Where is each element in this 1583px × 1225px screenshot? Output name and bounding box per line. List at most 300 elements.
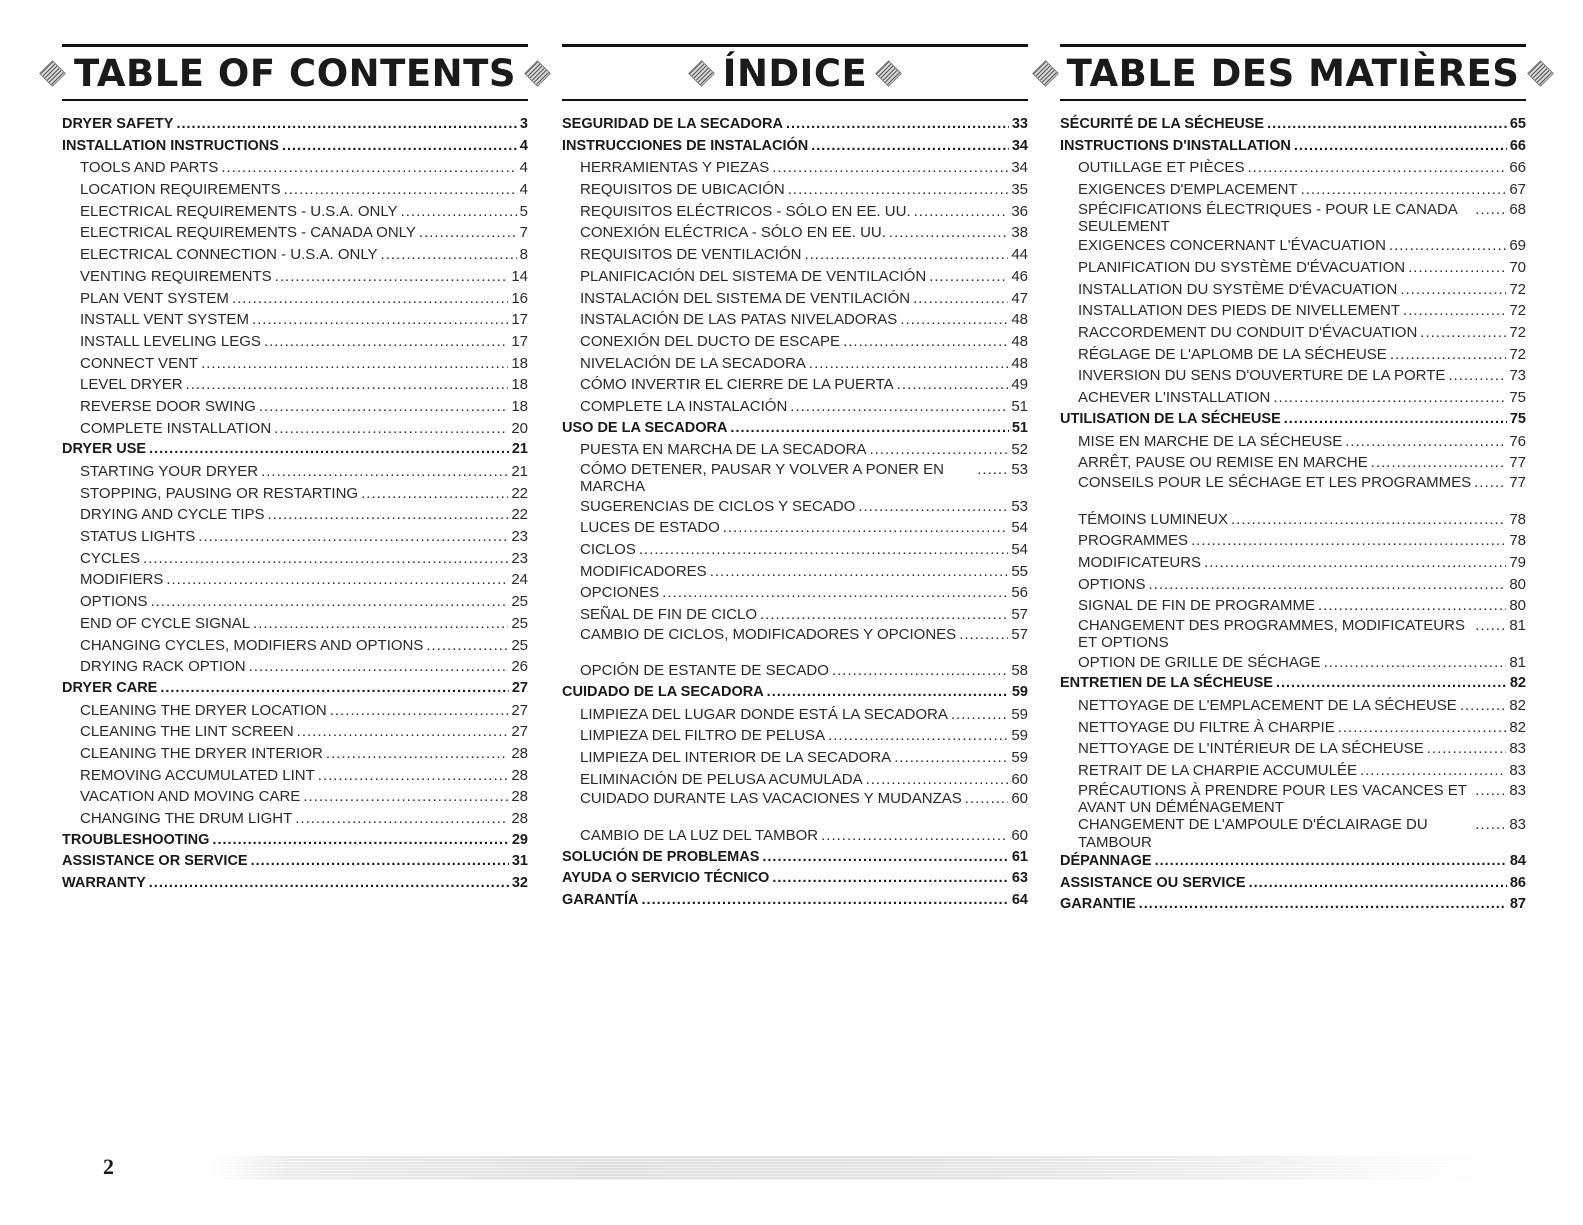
toc-entry (62, 179, 528, 201)
entry-page: 49 (1011, 376, 1028, 394)
entry-page: 55 (1011, 562, 1028, 580)
toc-section (1060, 114, 1526, 136)
diamond-icon (688, 60, 715, 87)
toc-entry (562, 179, 1028, 201)
entry-label: CONSEILS POUR LE SÉCHAGE ET LES PROGRAMMES (1078, 473, 1472, 491)
dot-leader (760, 604, 1008, 626)
dot-leader (1294, 136, 1507, 158)
toc-section (1060, 136, 1526, 158)
entry-page: 82 (1509, 675, 1526, 692)
entry-label: COMPLETE INSTALLATION (80, 419, 272, 437)
toc-entry (1060, 738, 1526, 760)
entry-label: PLANIFICACIÓN DEL SISTEMA DE VENTILACIÓN (580, 267, 927, 285)
entry-page: 69 (1509, 237, 1526, 255)
entry-label: MODIFICADORES (580, 562, 707, 580)
toc-entry (562, 825, 1028, 847)
toc-entry (62, 635, 528, 657)
entry-page: 44 (1011, 246, 1028, 264)
entry-label: STOPPING, PAUSING OR RESTARTING (80, 484, 359, 502)
toc-entry (562, 582, 1028, 604)
entry-page: 59 (1011, 684, 1028, 700)
toc-entry (562, 461, 1028, 496)
dot-leader (1191, 530, 1506, 552)
toc-section (62, 873, 528, 895)
dot-leader (249, 656, 509, 678)
dot-leader (212, 830, 508, 852)
entry-page: 28 (511, 788, 528, 806)
dot-leader (1139, 894, 1507, 916)
entry-page: 53 (1011, 497, 1028, 515)
dot-leader (318, 765, 509, 787)
toc-entry (562, 374, 1028, 396)
toc-entry (1060, 530, 1526, 552)
toc-entry (1060, 452, 1526, 474)
entry-label: CAMBIO DE CICLOS, MODIFICADORES Y OPCIONES (580, 625, 957, 643)
entry-label: VACATION AND MOVING CARE (80, 788, 301, 806)
entry-label: ARRÊT, PAUSE OU REMISE EN MARCHE (1078, 454, 1368, 472)
toc-entry (562, 288, 1028, 310)
toc-section (562, 890, 1028, 912)
entry-label: STARTING YOUR DRYER (80, 463, 259, 480)
entry-page: 17 (511, 332, 528, 350)
dot-leader (401, 201, 517, 223)
entry-label: NETTOYAGE DE L'INTÉRIEUR DE LA SÉCHEUSE (1078, 740, 1424, 758)
entry-label: ASSISTANCE OR SERVICE (62, 853, 248, 870)
dot-leader (295, 808, 508, 830)
dot-leader (965, 790, 1009, 807)
entry-page: 48 (1011, 311, 1028, 329)
entry-label: REQUISITOS DE UBICACIÓN (580, 181, 785, 199)
dot-leader (1400, 279, 1506, 301)
toc-entry (562, 396, 1028, 418)
dot-leader (858, 496, 1008, 518)
entry-page: 24 (511, 571, 528, 589)
entry-label: OPTION DE GRILLE DE SÉCHAGE (1078, 653, 1321, 671)
dot-leader (201, 353, 508, 375)
dot-leader (186, 374, 509, 396)
entry-label: LEVEL DRYER (80, 376, 183, 394)
entry-label: CUIDADO DE LA SECADORA (562, 684, 764, 700)
toc-section (62, 114, 528, 136)
entry-page: 17 (511, 311, 528, 329)
entry-page: 75 (1509, 389, 1526, 407)
dot-leader (959, 626, 1008, 643)
entry-label: SEÑAL DE FIN DE CICLO (580, 606, 757, 624)
toc-entry (62, 700, 528, 722)
entry-page: 32 (511, 875, 528, 892)
entry-label: LIMPIEZA DEL INTERIOR DE LA SECADORA (580, 749, 892, 767)
toc-entry (1060, 782, 1526, 817)
toc-entry (1060, 431, 1526, 453)
dot-leader (1149, 574, 1507, 596)
dot-leader (426, 635, 508, 657)
diamond-icon (1527, 60, 1554, 87)
entry-label: REQUISITOS ELÉCTRICOS - SÓLO EN EE. UU. (580, 202, 911, 220)
dot-leader (1389, 235, 1506, 257)
entry-page: 75 (1509, 410, 1526, 427)
dot-leader (361, 483, 508, 505)
entry-page: 79 (1509, 553, 1526, 571)
entry-label: CONNECT VENT (80, 354, 199, 372)
dot-leader (274, 418, 508, 440)
entry-label: CHANGING CYCLES, MODIFIERS AND OPTIONS (80, 636, 424, 654)
toc-entry (562, 790, 1028, 825)
entry-page: 76 (1509, 432, 1526, 450)
toc-entry (62, 743, 528, 765)
toc-entry (562, 331, 1028, 353)
entry-page: 23 (511, 528, 528, 546)
entry-label: REVERSE DOOR SWING (80, 397, 256, 415)
entry-page: 81 (1509, 653, 1526, 671)
entry-label: CHANGEMENT DES PROGRAMMES, MODIFICATEURS ET OPTIONS (1078, 616, 1465, 652)
entry-page: 35 (1011, 181, 1028, 199)
entry-page: 54 (1011, 519, 1028, 537)
entry-page: 38 (1011, 224, 1028, 242)
dot-leader (198, 526, 508, 548)
entry-page: 18 (511, 354, 528, 372)
entry-label: CICLOS (580, 540, 636, 558)
entry-label: NETTOYAGE DE L'EMPLACEMENT DE LA SÉCHEUSE (1078, 696, 1457, 714)
dot-leader (221, 157, 516, 179)
entry-label: CUIDADO DURANTE LAS VACACIONES Y MUDANZAS (580, 790, 962, 808)
entry-label: INSTALACIÓN DE LAS PATAS NIVELADORAS (580, 311, 898, 329)
entry-page: 83 (1509, 781, 1526, 799)
toc-entry (562, 660, 1028, 682)
entry-label: OPCIONES (580, 584, 660, 602)
toc-entry (562, 626, 1028, 661)
column-english (62, 44, 528, 895)
entry-label: CYCLES (80, 549, 141, 567)
toc-entry (562, 496, 1028, 518)
entry-page: 27 (511, 701, 528, 719)
entry-page: 81 (1509, 616, 1526, 634)
toc-section (562, 136, 1028, 158)
toc-entry (562, 769, 1028, 791)
dot-leader (1371, 452, 1507, 474)
diamond-icon (1032, 60, 1059, 87)
entry-page: 82 (1509, 718, 1526, 736)
page-number: 2 (103, 1154, 114, 1179)
toc-section (562, 868, 1028, 890)
toc-entry (62, 613, 528, 635)
dot-leader (1155, 851, 1507, 873)
dot-leader (1267, 114, 1507, 136)
dot-leader (284, 179, 517, 201)
dot-leader (1301, 179, 1507, 201)
toc-entry (62, 504, 528, 526)
dot-leader (261, 461, 508, 483)
entry-page: 22 (511, 484, 528, 502)
entry-page: 80 (1509, 597, 1526, 615)
toc-entry (562, 517, 1028, 539)
entry-page: 83 (1509, 816, 1526, 834)
entry-label: ACHEVER L'INSTALLATION (1078, 389, 1271, 407)
dot-leader (1276, 673, 1507, 695)
entry-label: ELECTRICAL REQUIREMENTS - U.S.A. ONLY (80, 202, 398, 220)
entry-label: EXIGENCES D'EMPLACEMENT (1078, 181, 1298, 199)
toc-entry (562, 725, 1028, 747)
entry-label: ASSISTANCE OU SERVICE (1060, 874, 1246, 891)
header-rule (62, 99, 528, 101)
dot-leader (788, 179, 1009, 201)
toc-entry (562, 439, 1028, 461)
entry-label: MODIFICATEURS (1078, 553, 1202, 571)
toc-section (1060, 851, 1526, 873)
toc-entry (1060, 257, 1526, 279)
dot-leader (869, 439, 1008, 461)
entry-label: CÓMO INVERTIR EL CIERRE DE LA PUERTA (580, 376, 894, 394)
toc-entry (1060, 344, 1526, 366)
entry-label: DRYING RACK OPTION (80, 658, 246, 676)
dot-leader (828, 725, 1008, 747)
dot-leader (160, 678, 509, 700)
dot-leader (1390, 344, 1507, 366)
diamond-icon (39, 60, 66, 87)
entry-page: 86 (1509, 874, 1526, 891)
toc-entry (562, 309, 1028, 331)
header-rule (562, 99, 1028, 101)
toc-entry (62, 569, 528, 591)
dot-leader (889, 222, 1008, 244)
entry-page: 21 (511, 463, 528, 480)
entry-page: 26 (511, 658, 528, 676)
dot-leader (809, 353, 1008, 375)
entry-label: USO DE LA SECADORA (562, 419, 728, 436)
dot-leader (914, 201, 1009, 223)
toc-section (62, 136, 528, 158)
entry-page: 25 (511, 593, 528, 611)
entry-label: DRYER SAFETY (62, 116, 174, 132)
entry-label: HERRAMIENTAS Y PIEZAS (580, 159, 770, 177)
entry-label: WARRANTY (62, 875, 146, 892)
toc-entry (1060, 179, 1526, 201)
toc-entry (1060, 760, 1526, 782)
entry-label: REMOVING ACCUMULATED LINT (80, 766, 315, 784)
dot-leader (642, 890, 1009, 912)
toc-entry (1060, 574, 1526, 596)
toc-entry (562, 561, 1028, 583)
toc-entry (1060, 322, 1526, 344)
entry-page: 84 (1509, 852, 1526, 869)
entry-label: OUTILLAGE ET PIÈCES (1078, 159, 1245, 177)
entry-page: 4 (519, 137, 528, 154)
entry-label: SOLUCIÓN DE PROBLEMAS (562, 848, 760, 865)
entry-label: SPÉCIFICATIONS ÉLECTRIQUES - POUR LE CANADA SEULEMENT (1078, 200, 1457, 236)
toc-entry (562, 222, 1028, 244)
entry-page: 83 (1509, 761, 1526, 779)
entry-label: DÉPANNAGE (1060, 852, 1152, 869)
entry-label: INSTRUCTIONS D'INSTALLATION (1060, 137, 1291, 154)
dot-leader (1204, 552, 1506, 574)
toc-entry (1060, 365, 1526, 387)
dot-leader (772, 157, 1008, 179)
toc-section (62, 678, 528, 700)
entry-label: TOOLS AND PARTS (80, 159, 219, 177)
entry-label: OPCIÓN DE ESTANTE DE SECADO (580, 662, 829, 680)
dot-leader (710, 561, 1009, 583)
entry-page: 72 (1509, 345, 1526, 363)
entry-page: 27 (511, 679, 528, 696)
toc-section (562, 847, 1028, 869)
entry-label: MISE EN MARCHE DE LA SÉCHEUSE (1078, 432, 1343, 450)
entry-page: 72 (1509, 280, 1526, 298)
dot-leader (790, 396, 1008, 418)
dot-leader (639, 539, 1008, 561)
entry-label: INSTALLATION DES PIEDS DE NIVELLEMENT (1078, 302, 1401, 320)
dot-leader (1475, 782, 1506, 799)
dot-leader (786, 114, 1009, 136)
entry-page: 61 (1011, 848, 1028, 865)
toc-entry (1060, 279, 1526, 301)
toc-entry (62, 461, 528, 483)
decorative-band (210, 1156, 1490, 1180)
dot-leader (894, 747, 1008, 769)
entry-label: OPTIONS (1078, 575, 1146, 593)
dot-leader (1273, 387, 1506, 409)
dot-leader (929, 266, 1008, 288)
entry-page: 51 (1011, 419, 1028, 436)
toc-section (562, 114, 1028, 136)
entry-label: UTILISATION DE LA SÉCHEUSE (1060, 410, 1281, 427)
entry-page: 5 (519, 202, 528, 220)
dot-leader (832, 660, 1008, 682)
toc-entry (62, 309, 528, 331)
column-french (1060, 44, 1526, 916)
entry-label: SIGNAL DE FIN DE PROGRAMME (1078, 597, 1315, 615)
dot-leader (977, 461, 1008, 478)
entry-label: RÉGLAGE DE L'APLOMB DE LA SÉCHEUSE (1078, 345, 1387, 363)
entry-label: INSTALL VENT SYSTEM (80, 311, 249, 329)
entry-page: 82 (1509, 696, 1526, 714)
entry-page: 27 (511, 723, 528, 741)
dot-leader (900, 309, 1008, 331)
entry-page: 21 (511, 441, 528, 458)
dot-leader (1420, 322, 1506, 344)
entry-label: CLEANING THE LINT SCREEN (80, 723, 294, 741)
dot-leader (252, 309, 508, 331)
entry-label: CONEXIÓN ELÉCTRICA - SÓLO EN EE. UU. (580, 224, 886, 242)
dot-leader (1475, 201, 1506, 218)
entry-label: CAMBIO DE LA LUZ DEL TAMBOR (580, 827, 819, 845)
dot-leader (762, 847, 1008, 869)
entry-label: NETTOYAGE DU FILTRE À CHARPIE (1078, 718, 1335, 736)
dot-leader (176, 114, 516, 136)
dot-leader (1338, 717, 1507, 739)
dot-leader (232, 288, 508, 310)
entry-page: 60 (1011, 827, 1028, 845)
section-header (1060, 47, 1526, 99)
toc-entry (62, 374, 528, 396)
entry-page: 66 (1509, 159, 1526, 177)
dot-leader (149, 439, 509, 461)
entry-page: 78 (1509, 532, 1526, 550)
entry-page: 28 (511, 744, 528, 762)
dot-leader (253, 613, 508, 635)
dot-leader (730, 418, 1008, 440)
diamond-icon (524, 60, 551, 87)
entry-label: TÉMOINS LUMINEUX (1078, 510, 1229, 528)
dot-leader (767, 682, 1009, 704)
entry-page: 7 (519, 224, 528, 242)
entry-page: 52 (1011, 441, 1028, 459)
toc-entry (62, 418, 528, 440)
toc-entry (62, 244, 528, 266)
dot-leader (772, 868, 1009, 890)
entry-page: 60 (1011, 770, 1028, 788)
dot-leader (149, 873, 509, 895)
entry-label: EXIGENCES CONCERNANT L'ÉVACUATION (1078, 237, 1386, 255)
entry-page: 59 (1011, 727, 1028, 745)
column-spanish (562, 44, 1028, 912)
entry-page: 51 (1011, 397, 1028, 415)
dot-leader (297, 721, 509, 743)
entry-page: 25 (511, 636, 528, 654)
toc-entry (62, 331, 528, 353)
entry-page: 28 (511, 810, 528, 827)
toc-entry (1060, 509, 1526, 531)
toc-list (62, 114, 528, 895)
entry-label: CHANGING THE DRUM LIGHT (80, 810, 293, 827)
toc-entry (1060, 617, 1526, 652)
toc-list (1060, 114, 1526, 916)
toc-entry (562, 704, 1028, 726)
entry-page: 4 (519, 181, 528, 199)
toc-entry (62, 483, 528, 505)
entry-page: 60 (1011, 790, 1028, 808)
toc-entry (62, 591, 528, 613)
entry-label: CLEANING THE DRYER INTERIOR (80, 744, 323, 762)
entry-page: 53 (1011, 461, 1028, 478)
entry-label: DRYING AND CYCLE TIPS (80, 506, 265, 524)
toc-section (1060, 673, 1526, 695)
dot-leader (662, 582, 1008, 604)
entry-page: 36 (1011, 202, 1028, 220)
entry-label: CLEANING THE DRYER LOCATION (80, 701, 327, 719)
entry-page: 87 (1509, 896, 1526, 913)
entry-page: 72 (1509, 302, 1526, 320)
dot-leader (326, 743, 508, 765)
entry-page: 48 (1011, 354, 1028, 372)
toc-entry (1060, 235, 1526, 257)
toc-entry (62, 808, 528, 830)
dot-leader (268, 504, 509, 526)
entry-label: DRYER CARE (62, 679, 158, 696)
entry-label: INSTRUCCIONES DE INSTALACIÓN (562, 137, 809, 154)
dot-leader (419, 222, 517, 244)
entry-label: VENTING REQUIREMENTS (80, 267, 272, 285)
toc-entry (62, 266, 528, 288)
toc-entry (562, 353, 1028, 375)
entry-page: 47 (1011, 289, 1028, 307)
entry-page: 68 (1509, 200, 1526, 218)
dot-leader (1408, 257, 1506, 279)
toc-section (1060, 873, 1526, 895)
toc-entry (562, 244, 1028, 266)
entry-label: INSTALL LEVELING LEGS (80, 332, 261, 350)
toc-section (1060, 894, 1526, 916)
entry-page: 33 (1011, 116, 1028, 132)
entry-page: 59 (1011, 705, 1028, 723)
dot-leader (381, 244, 517, 266)
entry-label: RETRAIT DE LA CHARPIE ACCUMULÉE (1078, 761, 1357, 779)
entry-page: 34 (1011, 159, 1028, 177)
entry-label: SUGERENCIAS DE CICLOS Y SECADO (580, 497, 856, 515)
toc-entry (562, 747, 1028, 769)
entry-page: 54 (1011, 540, 1028, 558)
entry-page: 29 (511, 831, 528, 848)
entry-label: CHANGEMENT DE L'AMPOULE D'ÉCLAIRAGE DU TAMBOUR (1078, 816, 1428, 851)
entry-label: STATUS LIGHTS (80, 528, 196, 546)
